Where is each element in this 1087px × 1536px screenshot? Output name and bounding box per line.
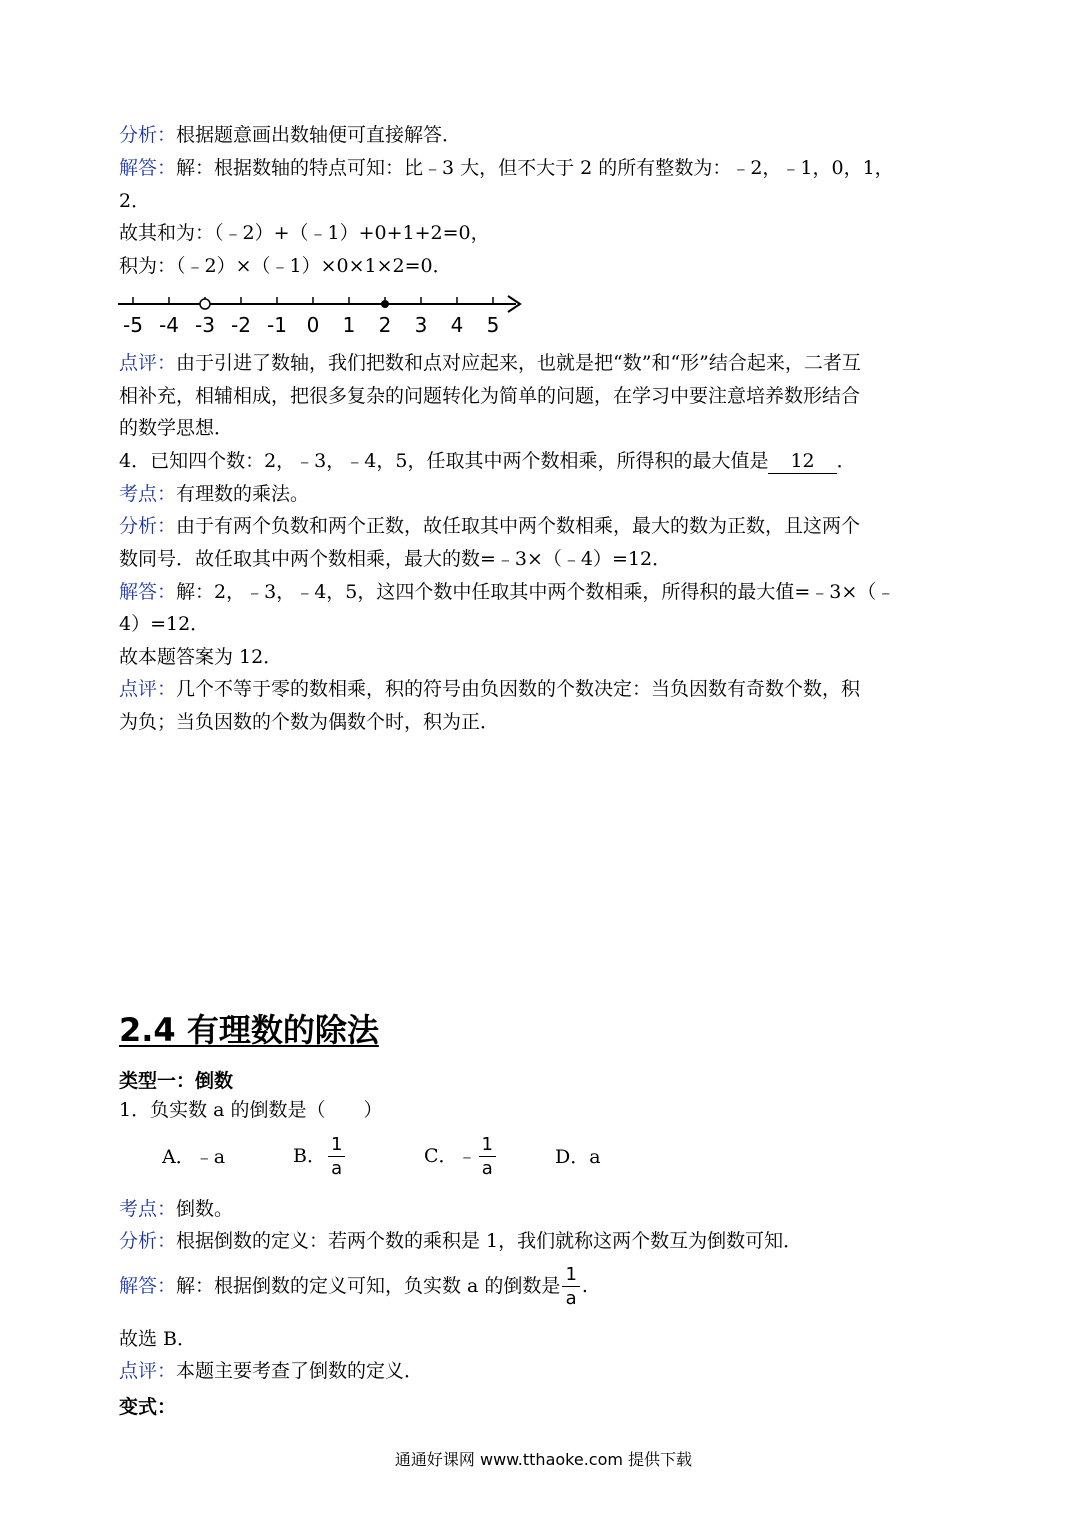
type-title: 类型一：倒数 [119, 1070, 234, 1092]
tick-label: -1 [267, 313, 287, 337]
q4-answer-blank: 12 [768, 449, 836, 474]
q1-analysis: 根据倒数的定义：若两个数的乘积是 1，我们就称这两个数互为倒数可知． [176, 1230, 803, 1252]
q4-stem-end: ． [836, 450, 856, 472]
q4-comment-line-2: 为负；当负因数的个数为偶数个时，积为正． [119, 711, 500, 733]
comment-line-2: 相补充，相辅相成，把很多复杂的问题转化为简单的问题，在学习中要注意培养数形结合 [119, 385, 861, 407]
option-c-label: C．﹣ [424, 1145, 477, 1167]
q4-point-line [119, 482, 309, 506]
fraction-numerator: 1 [328, 1136, 345, 1157]
fraction-one-over-a [479, 1136, 496, 1178]
number-line-figure [116, 290, 536, 338]
q4-answer-line-1 [119, 580, 895, 604]
fraction-denominator: a [481, 1158, 493, 1179]
q1-analysis-tag: 分析： [119, 1230, 177, 1252]
option-b [293, 1136, 347, 1178]
fraction-numerator: 1 [479, 1136, 496, 1157]
section-title: 2.4 有理数的除法 [119, 1011, 379, 1049]
q4-point: 有理数的乘法。 [176, 483, 310, 505]
q4-comment-line-1 [119, 677, 860, 701]
tick-label: -2 [231, 313, 251, 337]
q4-answer-tag: 解答： [119, 581, 177, 603]
q4-answer-line-2: 4）=12． [119, 613, 210, 635]
fraction-denominator: a [331, 1158, 343, 1179]
open-point [200, 299, 210, 309]
q1-comment: 本题主要考查了倒数的定义． [176, 1360, 424, 1382]
answer-line-2: 2． [119, 190, 151, 212]
tick-label: 5 [486, 313, 500, 337]
comment-tag: 点评： [119, 352, 177, 374]
option-d: D．a [555, 1146, 601, 1168]
sum-line: 故其和为：（﹣2）+（﹣1）+0+1+2=0， [119, 222, 490, 244]
comment-text-1: 由于引进了数轴，我们把数和点对应起来，也就是把“数”和“形”结合起来，二者互 [176, 352, 861, 374]
tick-label: 4 [450, 313, 464, 337]
option-a: A．﹣a [162, 1146, 226, 1168]
q1-answer: 解：根据倒数的定义可知，负实数 a 的倒数是 [176, 1275, 561, 1297]
q1-point-tag: 考点： [119, 1198, 177, 1220]
comment-line-1 [119, 351, 861, 375]
q1-answer-end: . [581, 1275, 588, 1297]
q1-point: 倒数。 [176, 1198, 234, 1220]
tick-label: 1 [342, 313, 356, 337]
fraction-one-over-a [328, 1136, 345, 1178]
tick-label: -5 [123, 313, 143, 337]
q1-comment-tag: 点评： [119, 1360, 177, 1382]
option-c [424, 1136, 498, 1178]
q4-answer-1: 解：2，﹣3，﹣4，5，这四个数中任取其中两个数相乘，所得积的最大值=﹣3×（﹣ [176, 581, 896, 603]
q1-answer-line [119, 1266, 588, 1308]
tick-label: 2 [378, 313, 392, 337]
option-b-label: B． [293, 1145, 326, 1167]
q4-final: 故本题答案为 12． [119, 646, 283, 668]
answer-text-1: 解：根据数轴的特点可知：比﹣3 大，但不大于 2 的所有整数为：﹣2，﹣1，0，1， [176, 157, 894, 179]
tick-label: 0 [306, 313, 320, 337]
q4-comment-tag: 点评： [119, 678, 177, 700]
q4-analysis-line-1 [119, 514, 860, 538]
q4-analysis-1: 由于有两个负数和两个正数，故任取其中两个数相乘，最大的数为正数，且这两个 [176, 515, 861, 537]
fraction-denominator: a [565, 1288, 577, 1309]
q1-stem: 1．负实数 a 的倒数是（ ） [119, 1099, 383, 1121]
analysis-tag: 分析： [119, 124, 177, 146]
fraction-one-over-a [562, 1266, 579, 1308]
q4-stem [119, 449, 856, 474]
q1-answer-tag: 解答： [119, 1275, 177, 1297]
analysis-line [119, 123, 461, 147]
tick-label: -3 [195, 313, 215, 337]
fraction-numerator: 1 [562, 1266, 579, 1287]
product-line: 积为：（﹣2）×（﹣1）×0×1×2=0． [119, 255, 452, 277]
q1-point-line [119, 1197, 233, 1221]
q1-choose: 故选 B． [119, 1328, 197, 1350]
answer-tag: 解答： [119, 157, 177, 179]
comment-line-3: 的数学思想． [119, 417, 234, 439]
variant-label: 变式： [119, 1396, 177, 1418]
q1-analysis-line [119, 1229, 802, 1253]
q4-point-tag: 考点： [119, 483, 177, 505]
analysis-text: 根据题意画出数轴便可直接解答． [176, 124, 462, 146]
q4-analysis-tag: 分析： [119, 515, 177, 537]
footer-text: 通通好课网 www.tthaoke.com 提供下载 [394, 1450, 693, 1469]
q1-comment-line [119, 1359, 423, 1383]
closed-point [381, 300, 389, 308]
tick-label: -4 [159, 313, 179, 337]
q4-stem-text: 4．已知四个数：2，﹣3，﹣4，5，任取其中两个数相乘，所得积的最大值是 [119, 450, 769, 472]
answer-line-1 [119, 156, 894, 180]
q4-analysis-line-2: 数同号．故任取其中两个数相乘，最大的数=﹣3×（﹣4）=12． [119, 548, 672, 570]
tick-label: 3 [414, 313, 428, 337]
q4-comment-1: 几个不等于零的数相乘，积的符号由负因数的个数决定：当负因数有奇数个数，积 [176, 678, 861, 700]
